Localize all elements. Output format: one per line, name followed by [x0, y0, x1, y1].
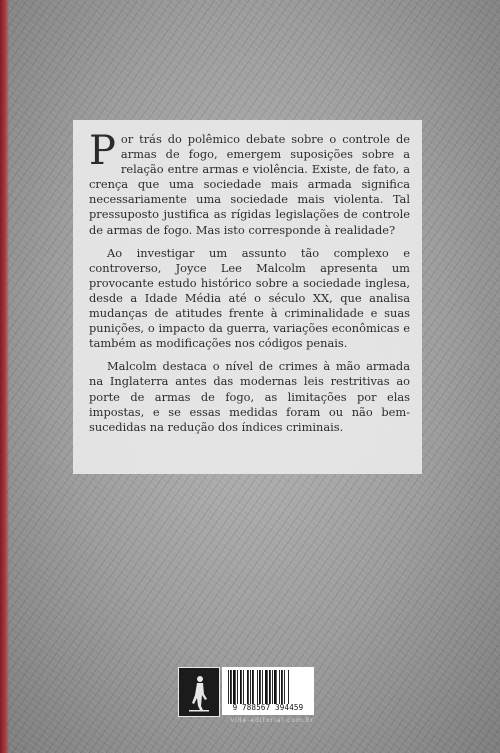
blurb-paragraph-1-text: or trás do polêmico debate sobre o controle de armas de fogo, emergem suposições sobre a relação entre armas e violência. Existe, de fato, a crença que uma sociedade mais armada significa necessariamente uma sociedade mais violenta. Tal pressuposto justifica as rígidas legislações de controle de armas de fogo. Mas isto corresponde à realidade? [89, 132, 410, 237]
blurb-paragraph-3: Malcolm destaca o nível de crimes à mão armada na Inglaterra antes das modernas leis restritivas ao porte de armas de fogo, as limitações por elas impostas, e se essas medidas foram ou não bem-sucedidas na redução dos índices criminais. [89, 359, 410, 434]
blurb-panel [73, 120, 422, 474]
spine-edge [0, 0, 9, 753]
barcode-block [222, 667, 314, 715]
isbn-number: 9 788567 394459 [232, 703, 304, 712]
blurb-paragraph-2: Ao investigar um assunto tão complexo e controverso, Joyce Lee Malcolm apresenta um provocante estudo histórico sobre a sociedade inglesa, desde a Idade Média até o século XX, que analisa mudanças de atitudes frente à criminalidade e suas punições, o impacto da guerra, variações econômicas e também as modificações nos códigos penais. [89, 245, 410, 351]
publisher-logo [178, 667, 220, 717]
drop-cap: P [89, 128, 116, 174]
isbn-barcode [228, 670, 308, 704]
publisher-website: vide-editorial.com.br [230, 717, 314, 724]
blurb-paragraph-1 [89, 128, 410, 238]
publisher-figure-icon [179, 668, 219, 716]
